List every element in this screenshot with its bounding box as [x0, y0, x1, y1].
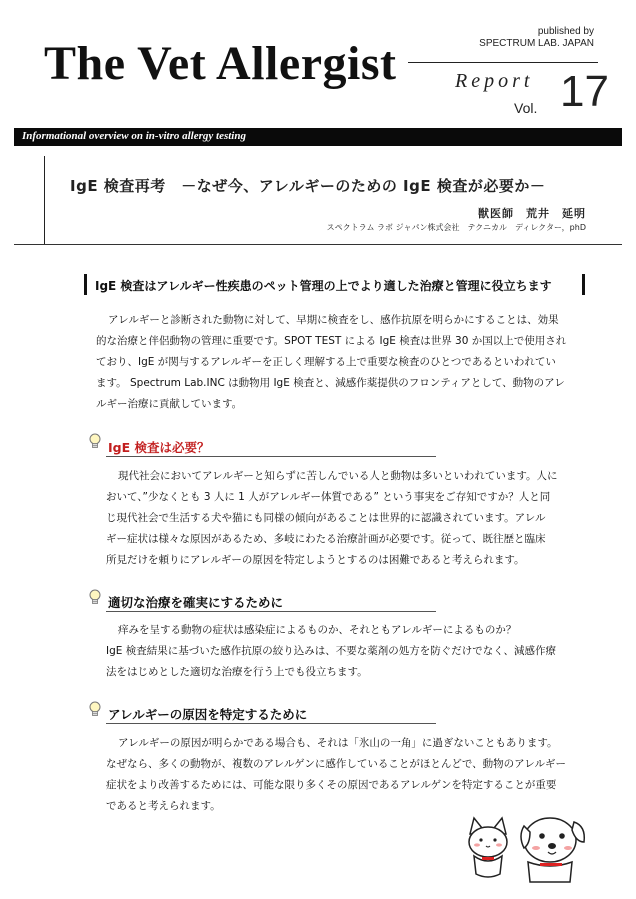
section-line: なぜなら、多くの動物が、複数のアレルゲンに感作していることがほとんどで、動物のアレルギー	[106, 758, 567, 770]
section-2-paragraph	[106, 620, 556, 683]
volume-label: Vol.	[514, 100, 538, 116]
section-rule	[106, 723, 436, 724]
author-affiliation: スペクトラム ラボ ジャパン株式会社 テクニカル ディレクター，phD	[326, 223, 586, 232]
cat-illustration	[469, 818, 507, 877]
banner-text: Informational overview on in-vitro allergy testing	[22, 130, 246, 142]
section-line: じ現代社会で生活する犬や猫にも同様の傾向があることは世界的に認識されています。アレル	[106, 512, 546, 524]
section-heading-identify-cause: アレルギーの原因を特定するために	[108, 707, 308, 722]
lead-bar-left	[84, 274, 87, 295]
lead-heading: IgE 検査はアレルギー性疾患のペット管理の上でより適した治療と管理に役立ちます	[95, 279, 552, 293]
section-heading-text: IgE 検査は必要？	[108, 440, 210, 455]
section-line: 痒みを呈する動物の症状は感染症によるものか、それともアレルギーによるものか？	[118, 624, 517, 636]
lead-bar-right	[582, 274, 585, 295]
author-name: 獣医師 荒井 延明	[478, 207, 586, 220]
lightbulb-icon	[88, 588, 102, 606]
section-rule	[106, 611, 436, 612]
masthead-title: The Vet Allergist	[44, 37, 397, 90]
lead-line: ます。 Spectrum Lab.INC は動物用 IgE 検査と、減感作薬提供のフロンティアとして、動物のアレ	[96, 377, 565, 389]
section-line: 現代社会においてアレルギーと知らずに苦しんでいる人と動物は多いといわれています。人に	[118, 470, 558, 482]
lightbulb-icon	[88, 432, 102, 450]
section-3-paragraph	[106, 733, 566, 817]
publisher-name: SPECTRUM LAB. JAPAN	[479, 38, 594, 49]
section-rule	[106, 456, 436, 457]
lead-line: ルギー治療に貢献しています。	[96, 398, 243, 410]
published-by-label: published by	[537, 26, 594, 37]
section-line: アレルギーの原因が明らかである場合も、それは「氷山の一角」に過ぎないこともあります。	[118, 737, 558, 749]
report-label: Report	[455, 70, 534, 92]
cat-and-dog-illustration	[466, 808, 592, 884]
section-line: であると考えられます。	[106, 800, 221, 812]
section-line: 法をはじめとした適切な治療を行う上でも役立ちます。	[106, 666, 368, 678]
section-line: 症状をより改善するためには、可能な限り多くその原因であるアレルゲンを特定することが重要	[106, 779, 557, 791]
section-line: おいて、”少なくとも 3 人に 1 人がアレルギー体質である” という事実をご存知ですか？人と同	[106, 491, 551, 503]
lightbulb-icon	[88, 700, 102, 718]
section-line: ギー症状は様々な原因があるため、多岐にわたる治療計画が必要です。従って、既往歴と臨床	[106, 533, 546, 545]
section-heading-treatment: 適切な治療を確実にするために	[108, 595, 284, 610]
lead-line: ており、IgE が関与するアレルギーを正しく理解する上で重要な検査のひとつであるといわれてい	[96, 356, 556, 368]
publisher-block	[479, 26, 594, 50]
section-line: 所見だけを頼りにアレルギーの原因を特定しようとするのは困難であると考えられます。	[106, 554, 525, 566]
publisher-divider	[408, 62, 598, 63]
lead-line: アレルギーと診断された動物に対して、早期に検査をし、感作抗原を明らかにすることは、効果	[108, 314, 559, 326]
volume-number: 17	[560, 67, 609, 116]
article-title: IgE 検査再考 －なぜ今、アレルギーのための IgE 検査が必要か－	[70, 177, 546, 195]
section-1-paragraph	[106, 466, 557, 571]
section-line: IgE 検査結果に基づいた感作抗原の絞り込みは、不要な薬剤の処方を防ぐだけでなく、減感作療	[106, 645, 557, 657]
section-heading-ige-needed	[108, 438, 210, 456]
lead-paragraph	[96, 310, 566, 415]
dog-illustration	[521, 818, 584, 882]
header-vertical-rule	[44, 156, 45, 244]
lead-line: 的な治療と伴侶動物の管理に重要です。SPOT TEST による IgE 検査は世界 30 か国以上で使用され	[96, 335, 567, 347]
header-horizontal-rule	[14, 244, 622, 245]
